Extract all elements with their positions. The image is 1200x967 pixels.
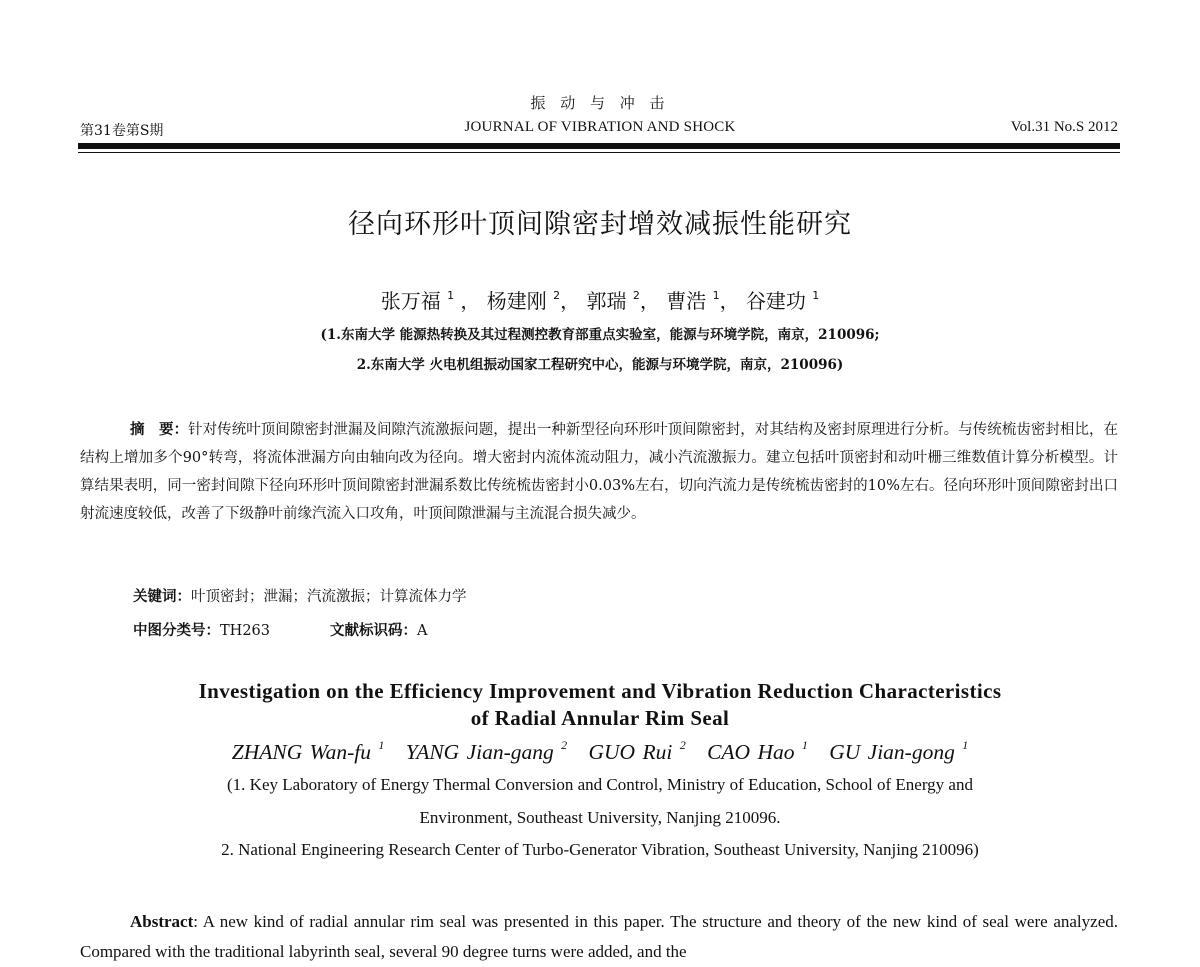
volume-label: Vol.31 No.S 2012 — [1010, 119, 1118, 135]
header-rule-thick — [78, 143, 1120, 149]
keywords-cn — [133, 585, 467, 606]
paper-title-en-line1: Investigation on the Efficiency Improvement and Vibration Reduction Characteristics — [198, 679, 1002, 703]
clc-label: 中图分类号： — [133, 622, 220, 639]
paper-title-cn: 径向环形叶顶间隙密封增效减振性能研究 — [348, 209, 852, 240]
abstract-cn-label: 摘 要： — [130, 421, 189, 438]
doc-code-value: A — [417, 623, 428, 639]
keywords-label: 关键词： — [133, 588, 191, 605]
abstract-cn — [80, 416, 1118, 528]
affiliation-en-2: 2. National Engineering Research Center of Turbo-Generator Vibration, Southeast University, Nanjing 210096) — [221, 840, 979, 859]
author-cn: 谷建功 $^1$ — [745, 289, 820, 313]
clc-value: TH263 — [220, 623, 270, 639]
author-cn: 曹浩 $^1$， — [666, 289, 740, 313]
author-list-cn — [0, 285, 1200, 314]
paper-title-en-line2: of Radial Annular Rim Seal — [470, 706, 730, 730]
author-cn: 郭瑞 $^2$， — [586, 289, 660, 313]
abstract-en-text: : A new kind of radial annular rim seal was presented in this paper. The structure and theory of the new kind of seal were analyzed. Compared with the traditional labyrinth seal, several 90 degree turns were added, and the — [80, 912, 1118, 961]
paper-title-en — [0, 678, 1200, 732]
author-en: CAO Hao $^1$ — [707, 738, 808, 764]
doc-code-label: 文献标识码： — [330, 622, 417, 639]
abstract-cn-text: 针对传统叶顶间隙密封泄漏及间隙汽流激振问题，提出一种新型径向环形叶顶间隙密封，对其结构及密封原理进行分析。与传统梳齿密封相比，在结构上增加多个90°转弯，将流体泄漏方向由轴向改为径向。增大密封内流体流动阻力，减小汽流激振力。建立包括叶顶密封和动叶栅三维数值计算分析模型。计算结果表明，同一密封间隙下径向环形叶顶间隙密封泄漏系数比传统梳齿密封小0.03%左右，切向汽流力是传统梳齿密封的10%左右。径向环形叶顶间隙密封出口射流速度较低，改善了下级静叶前缘汽流入口攻角，叶顶间隙泄漏与主流混合损失减少。 — [80, 422, 1118, 522]
author-cn: 张万福 $^1$ ， — [380, 289, 481, 313]
author-list-en — [0, 738, 1200, 765]
affiliation-en-1-cont: Environment, Southeast University, Nanjing 210096. — [419, 808, 781, 827]
author-en: ZHANG Wan-fu $^1$ — [231, 738, 385, 764]
affiliation-cn-1: (1.东南大学 能源热转换及其过程测控教育部重点实验室，能源与环境学院，南京，210096; — [320, 327, 880, 343]
classification-line — [133, 619, 427, 640]
header-rule-thin — [78, 152, 1120, 153]
journal-name-en: JOURNAL OF VIBRATION AND SHOCK — [464, 119, 736, 135]
issue-label-cn: 第31卷第S期 — [80, 123, 164, 139]
abstract-en — [80, 907, 1118, 967]
author-en: GU Jian-gong $^1$ — [829, 738, 969, 764]
affiliation-en-1: (1. Key Laboratory of Energy Thermal Conversion and Control, Ministry of Education, School of Energy and — [227, 775, 973, 794]
journal-name-cn: 振 动 与 冲 击 — [530, 94, 670, 112]
affiliation-cn-2: 2.东南大学 火电机组振动国家工程研究中心，能源与环境学院，南京，210096) — [356, 357, 844, 373]
author-cn: 杨建刚 $^2$， — [486, 289, 581, 313]
abstract-en-label: Abstract — [130, 912, 194, 931]
author-en: GUO Rui $^2$ — [588, 738, 686, 764]
author-en: YANG Jian-gang $^2$ — [405, 738, 568, 764]
keywords-text: 叶顶密封；泄漏；汽流激振；计算流体力学 — [191, 589, 467, 605]
